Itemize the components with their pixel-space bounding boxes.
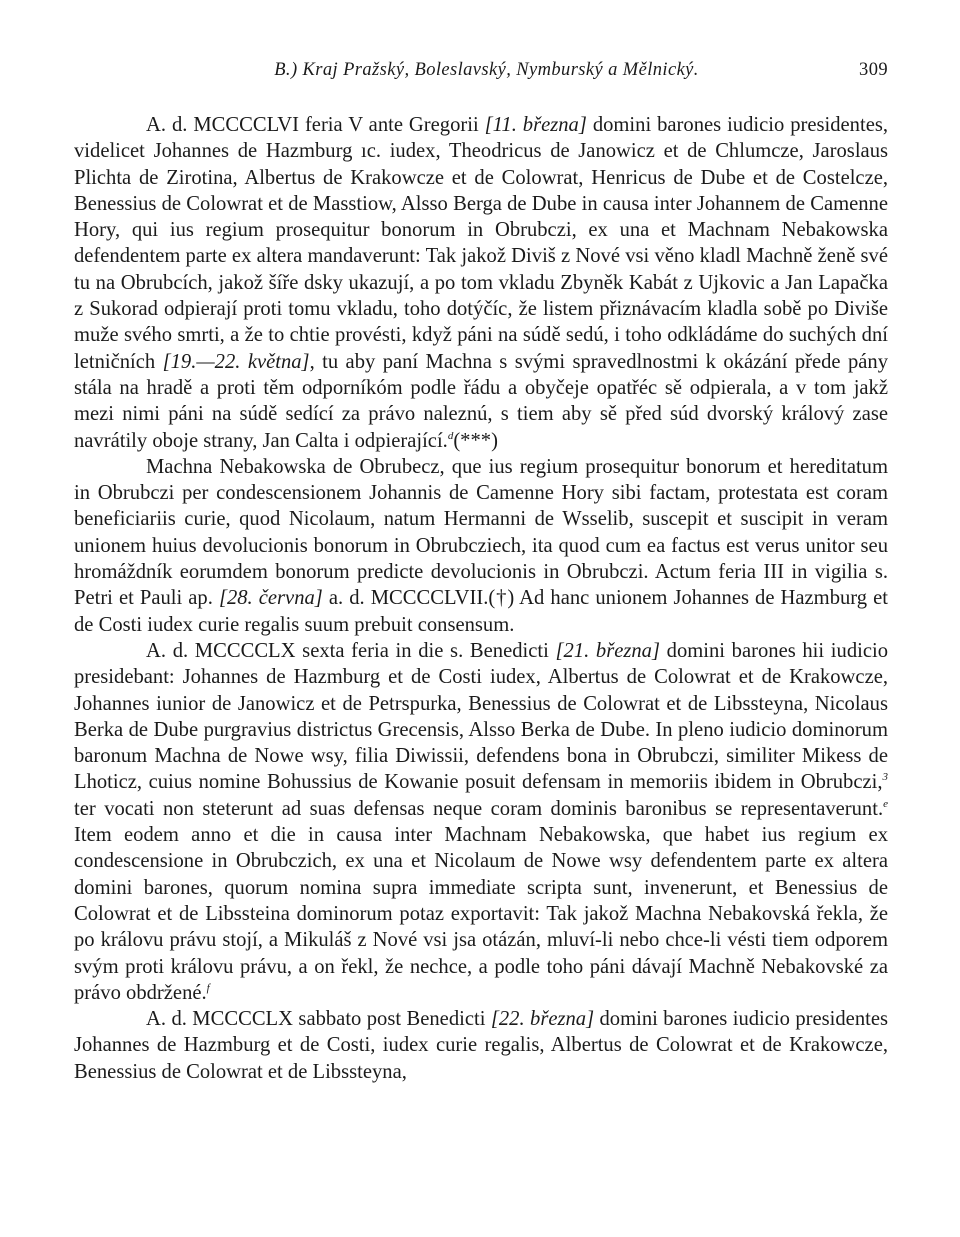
text-run: A. d. MCCCCLX sexta feria in die s. Benedicti	[146, 639, 556, 662]
body-text	[74, 112, 888, 1085]
footnote-marker: d	[447, 429, 454, 442]
footnote-marker: 3	[882, 771, 888, 784]
text-run: A. d. MCCCCLX sabbato post Benedicti	[146, 1008, 491, 1031]
text-run: ter vocati non steterunt ad suas defensas neque coram dominis baronibus se representaverunt.	[74, 797, 884, 820]
text-run: , tu aby paní Machna s svými spravedlnostmi k okázání přede pány stála na hradě a proti těm odporníkóm podle řádu a obyčeje opatřéc sě odpierala, a v tom jakž mezi nimi páni na súdě sedící za právo naleznú, s tiem aby sě před súd dvorský králový zase navrátily oboje strany, Jan Calta i odpierající.	[74, 350, 888, 452]
running-title: B.) Kraj Pražský, Boleslavský, Nymburský a Mělnický.	[274, 60, 699, 80]
paragraph	[74, 1006, 888, 1085]
paragraph	[74, 638, 888, 1006]
date-annotation: [21. března]	[555, 639, 660, 662]
text-run: domini barones iudicio presidentes Johannes de Hazmburg et de Costi, iudex curie regalis, Albertus de Colowrat et de Krakowcze, Benessius de Colowrat et de Libssteyna,	[74, 1008, 889, 1083]
paragraph	[74, 454, 888, 638]
paragraph	[74, 112, 888, 454]
page-number: 309	[859, 60, 888, 80]
date-annotation: [22. března]	[490, 1008, 595, 1031]
text-run: domini barones hii iudicio presidebant: Johannes de Hazmburg et de Costi iudex, Albertus de Colowrat et de Krakowcze, Johannes iunior de Janowicz et de Petrspurka, Benessius de Colowrat et de Libssteyna, Nicolaus Berka de Dube purgravius districtus Grecensis, Alsso Berka de Dube. In pleno iudicio dominorum baronum Machna de Nowe wsy, filia Diwissii, defendens bona in Obrubczi, similiter Mikess de Lhoticz, cuius nomine Bohussius de Kowanie posuit defensam in memoriis ibidem in Obrubczi,	[74, 639, 888, 794]
text-run: Machna Nebakowska de Obrubecz, que ius regium prosequitur bonorum et hereditatum in Obrubczi per condescensionem Johannis de Camenne Hory sibi factam, protestata est coram beneficiariis curie, quod Nicolaum, natum Hermanni de Wsselib, suscepit et suscipit in veram unionem huius devolucionis bonorum in Obrubcziech, ita quod cum ea factus est verus unitor seu hromáždník eorumdem bonorum predicte devolucionis in Obrubczi. Actum feria III in vigilia s. Petri et Pauli ap.	[74, 455, 888, 610]
text-run: Item eodem anno et die in causa inter Machnam Nebakowska, que habet ius regium ex condescensione in Obrubczich, ex una et Nicolaum de Nowe wsy defendentem parte ex altera domini barones, quorum nomina supra immediate scripta sunt, invenerunt, et Benessius de Colowrat et de Libssteina dominorum potaz exportavit: Tak jakož Machna Nebakovská řekla, že po královu právu stojí, a Mikuláš z Nové vsi jsa otázán, mluví-li nebo chce-li vésti tiem odporem svým proti královu právu, a on řekl, že nechce, a podle toho páni dávají Machně Nebakovské za právo obdržené.	[74, 824, 888, 1004]
date-annotation: [19.—22. května]	[162, 350, 310, 373]
text-run: A. d. MCCCCLVI feria V ante Gregorii	[146, 114, 485, 136]
footnote-marker: f	[206, 981, 210, 994]
text-run: a. d. MCCCCLVII.(†) Ad hanc unionem Johannes de Hazmburg et de Costi iudex curie regalis suum prebuit consensum.	[74, 587, 889, 636]
date-annotation: [28. června]	[218, 587, 323, 610]
running-header	[74, 60, 888, 96]
text-run: domini barones iudicio presidentes, videlicet Johannes de Hazmburg ıc. iudex, Theodricus de Janowicz et de Chlumcze, Jaroslaus Plichta de Zirotina, Albertus de Krakowcze et de Colowrat, Henricus de Dube et de Costelcze, Benessius de Colowrat et de Masstiow, Alsso Berga de Dube in causa inter Johannem de Camenne Hory, qui ius regium prosequitur bonorum in Obrubczi, ex una et Machnam Nebakowska defendentem parte ex altera mandaverunt: Tak jakož Diviš z Nové vsi věno kladl Machně ženě své tu na Obrubcích, jakož šíře dsky ukazují, a po tom vkladu Zbyněk Kabát z Ujkovic a Jan Lapačka z Sukorad odpierají proti tomu vkladu, toho dotýčíc, že listem přiznávacím kladla sobě po Diviše muže svého smrti, a že to chtie provésti, když páni na súdě sedú, i toho odkládáme do suchých dní letničních	[74, 114, 889, 373]
date-annotation: [11. března]	[484, 114, 587, 136]
text-run: (***)	[453, 429, 498, 452]
footnote-marker: e	[883, 797, 888, 810]
